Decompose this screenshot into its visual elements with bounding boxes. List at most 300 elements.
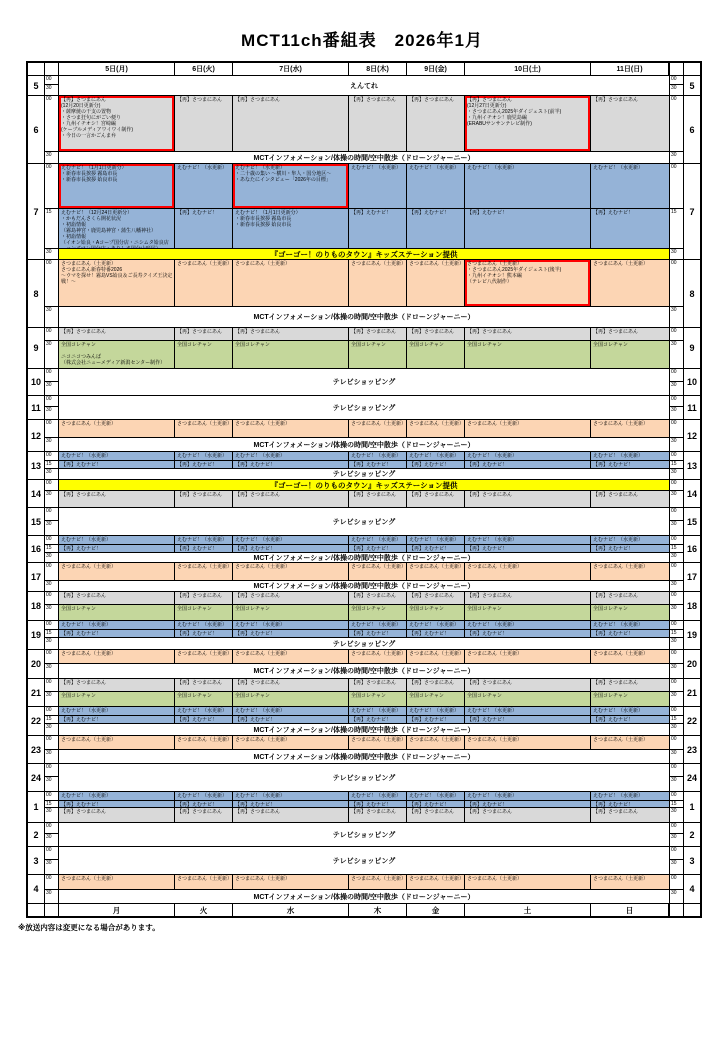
program-strip xyxy=(59,792,669,801)
hour-label: 9 xyxy=(683,328,700,368)
program-text-line: 【再】さつまにあん xyxy=(593,809,639,815)
row-content xyxy=(59,369,669,395)
program-band: 『ゴーゴー！のりものタウン』キッズステーション提供 xyxy=(59,249,669,259)
hour-label: 23 xyxy=(683,736,700,763)
hour-label: 19 xyxy=(683,621,700,649)
program-band: テレビショッピング xyxy=(59,847,669,874)
program-text-line: 【再】さつまにあん xyxy=(467,593,513,599)
hour-label: 16 xyxy=(683,536,700,562)
program-cell xyxy=(175,801,233,807)
program-text-line: 【再】さつまにあん xyxy=(61,492,107,498)
minute-column xyxy=(669,260,683,327)
program-strip xyxy=(59,563,669,581)
program-text-line: 【再】えむナビ！ xyxy=(61,717,102,723)
program-text-line: （霧島神宮・鹿児島神宮・蒲生八幡神社） xyxy=(61,228,157,234)
program-cell xyxy=(233,452,349,460)
day-footer: 金 xyxy=(407,904,465,916)
minute-column xyxy=(669,592,683,620)
program-text-line: （イオン姶良・Aコープ国分店・ニシムタ姶良店 xyxy=(61,240,169,246)
program-text-line: えむナビ！（水更新） xyxy=(235,453,286,459)
minute-column xyxy=(669,420,683,451)
program-strip xyxy=(59,801,669,808)
minute-column xyxy=(669,508,683,535)
program-cell xyxy=(407,621,465,629)
program-text-line: 【再】さつまにあん xyxy=(61,97,107,103)
program-text-line: 【再】えむナビ！ xyxy=(235,462,276,468)
minute-label: 00 xyxy=(45,96,58,152)
program-cell xyxy=(59,96,175,151)
day-footer: 日 xyxy=(591,904,669,916)
minute-label: 30 xyxy=(46,664,52,670)
minute-label: 00 xyxy=(45,764,58,777)
minute-label: 00 xyxy=(45,369,58,382)
program-text-line: さつまにあん（土更新） xyxy=(177,876,233,882)
corner-cell xyxy=(45,904,59,916)
program-text-line: さつまにあん（土更新） xyxy=(593,261,649,267)
program-text-line: 全国コレチャン xyxy=(177,693,212,699)
schedule-page xyxy=(0,26,724,1050)
minute-label: 15 xyxy=(45,716,58,724)
row-content xyxy=(59,508,669,535)
program-cell xyxy=(59,164,175,208)
program-cell xyxy=(59,801,175,807)
hour-label: 9 xyxy=(28,328,45,368)
corner-cell xyxy=(669,904,683,916)
program-cell xyxy=(349,209,407,248)
schedule-row-1 xyxy=(28,792,700,823)
program-cell xyxy=(59,808,175,822)
minute-label: 30 xyxy=(671,890,677,896)
program-cell xyxy=(407,875,465,889)
program-cell xyxy=(233,875,349,889)
program-text-line: ニコニコつみんば xyxy=(61,354,102,360)
row-content xyxy=(59,260,669,327)
program-cell xyxy=(59,650,175,663)
row-content xyxy=(59,823,669,846)
program-text-line: ・新春市長挨拶 霧島市長 xyxy=(61,171,118,177)
program-text-line: えむナビ！（水更新） xyxy=(593,708,644,714)
program-text-line: 【再】さつまにあん xyxy=(351,492,397,498)
minute-column xyxy=(669,76,683,95)
program-text-line: さつまにあん（土更新） xyxy=(467,737,523,743)
program-text-line: えむナビ！（水更新） xyxy=(61,537,112,543)
minute-label: 30 xyxy=(671,553,677,559)
schedule-row-6 xyxy=(28,96,700,164)
program-cell xyxy=(465,209,591,248)
program-cell xyxy=(591,621,669,629)
row-content xyxy=(59,707,669,735)
hour-label: 15 xyxy=(683,508,700,535)
minute-label: 00 xyxy=(45,736,58,750)
program-cell xyxy=(349,875,407,889)
minute-column xyxy=(669,369,683,395)
minute-label: 00 xyxy=(670,396,683,407)
minute-column xyxy=(45,260,59,327)
program-cell xyxy=(59,716,175,723)
program-text-line: さつまにあん（土更新） xyxy=(593,651,649,657)
program-cell xyxy=(233,260,349,306)
program-text-line: 【再】さつまにあん xyxy=(467,809,513,815)
program-text-line: さつまにあん（土更新） xyxy=(235,261,291,267)
day-footer: 月 xyxy=(59,904,175,916)
schedule-row-8 xyxy=(28,260,700,328)
schedule-row-12 xyxy=(28,420,700,452)
program-text-line: 全国コレチャン xyxy=(351,693,386,699)
program-band: MCTインフォメーション/体操の時間/空中散歩（ドローンジャーニー） xyxy=(59,438,669,451)
program-text-line: えむナビ！（水更新） xyxy=(235,622,286,628)
minute-column xyxy=(45,536,59,562)
program-text-line: 【再】えむナビ！ xyxy=(235,717,276,723)
corner-cell xyxy=(683,63,700,75)
minute-column xyxy=(45,563,59,591)
program-cell xyxy=(175,491,233,507)
program-cell xyxy=(175,536,233,544)
program-cell xyxy=(175,328,233,340)
program-text-line: 【再】さつまにあん xyxy=(177,809,223,815)
program-cell xyxy=(59,452,175,460)
minute-label: 00 xyxy=(45,508,58,521)
row-content xyxy=(59,592,669,620)
program-strip xyxy=(59,341,669,368)
minute-column xyxy=(669,847,683,874)
program-cell xyxy=(175,679,233,691)
minute-label: 00 xyxy=(45,563,58,581)
program-band: えんてれ xyxy=(59,76,669,95)
day-footer: 水 xyxy=(233,904,349,916)
program-strip xyxy=(59,452,669,461)
program-cell xyxy=(349,545,407,552)
program-text-line: 【再】さつまにあん xyxy=(467,680,513,686)
program-band: テレビショッピング xyxy=(59,508,669,535)
minute-column xyxy=(669,792,683,822)
schedule-row-11 xyxy=(28,396,700,420)
minute-label: 30 xyxy=(671,407,677,413)
minute-column xyxy=(45,621,59,649)
hour-label: 3 xyxy=(683,847,700,874)
minute-label: 30 xyxy=(46,808,52,814)
minute-label: 30 xyxy=(46,469,52,475)
program-text-line: 【再】えむナビ！ xyxy=(409,210,450,216)
minute-label: 30 xyxy=(46,777,52,783)
program-strip xyxy=(59,328,669,341)
program-cell xyxy=(59,792,175,800)
hour-label: 15 xyxy=(28,508,45,535)
minute-label: 00 xyxy=(45,592,58,605)
program-strip xyxy=(59,707,669,716)
program-cell xyxy=(349,707,407,715)
program-text-line: 【再】えむナビ！ xyxy=(61,631,102,637)
program-cell xyxy=(59,328,175,340)
program-text-line: えむナビ！（水更新） xyxy=(593,453,644,459)
day-header: 10日(土) xyxy=(465,63,591,75)
minute-label: 00 xyxy=(45,875,58,890)
program-cell xyxy=(591,536,669,544)
row-content xyxy=(59,650,669,678)
program-text-line: 【再】えむナビ！ xyxy=(351,631,392,637)
program-text-line: 全国コレチャン xyxy=(235,342,270,348)
program-text-line: さつまにあん（土更新） xyxy=(235,651,291,657)
program-text-line: 全国コレチャン xyxy=(177,342,212,348)
row-content xyxy=(59,536,669,562)
program-cell xyxy=(233,536,349,544)
program-cell xyxy=(465,96,591,151)
schedule-row-18 xyxy=(28,592,700,621)
program-text-line: 全国コレチャン xyxy=(593,606,628,612)
minute-label: 30 xyxy=(46,521,52,527)
program-text-line: 【再】さつまにあん xyxy=(235,809,281,815)
program-text-line: 【再】えむナビ！ xyxy=(177,631,218,637)
program-cell xyxy=(59,209,175,248)
program-cell xyxy=(591,692,669,706)
program-text-line: さつまにあん（土更新） xyxy=(61,261,117,267)
program-text-line: えむナビ！（1月1日更新分） xyxy=(61,165,127,171)
minute-label: 30 xyxy=(46,724,52,730)
program-text-line: 【再】さつまにあん xyxy=(593,97,639,103)
schedule-row-3 xyxy=(28,847,700,875)
schedule-row-13 xyxy=(28,452,700,480)
minute-column xyxy=(45,96,59,163)
program-text-line: 全国コレチャン xyxy=(61,693,96,699)
program-text-line: ・二十歳の集い ～横川・隼人・国分地区～ xyxy=(235,171,332,177)
program-cell xyxy=(233,164,349,208)
minute-column xyxy=(669,650,683,678)
minute-label: 30 xyxy=(46,491,52,497)
minute-label: 00 xyxy=(670,563,683,581)
program-cell xyxy=(407,792,465,800)
schedule-row-4 xyxy=(28,875,700,904)
hour-label: 5 xyxy=(28,76,45,95)
page-title: MCT11ch番組表 2026年1月 xyxy=(241,31,483,50)
hour-label: 14 xyxy=(683,480,700,507)
minute-column xyxy=(45,875,59,903)
hour-label: 18 xyxy=(683,592,700,620)
row-content xyxy=(59,96,669,163)
program-text-line: えむナビ！（水更新） xyxy=(593,165,644,171)
minute-label: 30 xyxy=(671,521,677,527)
program-text-line: 【再】えむナビ！ xyxy=(593,546,634,552)
program-cell xyxy=(233,341,349,368)
program-cell xyxy=(407,692,465,706)
program-cell xyxy=(233,650,349,663)
program-text-line: 【再】えむナビ！ xyxy=(351,462,392,468)
program-strip xyxy=(59,650,669,664)
program-cell xyxy=(233,679,349,691)
hour-label: 2 xyxy=(28,823,45,846)
schedule-table xyxy=(26,61,702,918)
program-cell xyxy=(465,792,591,800)
program-cell xyxy=(349,96,407,151)
program-text-line: えむナビ！（水更新） xyxy=(467,165,518,171)
program-text-line: えむナビ！（12月24日更新分） xyxy=(61,210,133,216)
program-text-line: 【再】えむナビ！ xyxy=(409,462,450,468)
program-text-line: 【再】さつまにあん xyxy=(593,680,639,686)
row-content xyxy=(59,396,669,419)
program-cell xyxy=(407,801,465,807)
program-cell xyxy=(175,605,233,620)
program-cell xyxy=(59,875,175,889)
program-strip xyxy=(59,592,669,605)
program-cell xyxy=(465,536,591,544)
schedule-row-16 xyxy=(28,536,700,563)
row-content xyxy=(59,792,669,822)
hour-label: 14 xyxy=(28,480,45,507)
program-cell xyxy=(59,536,175,544)
hour-label: 6 xyxy=(683,96,700,163)
minute-label: 15 xyxy=(45,545,58,553)
hour-label: 13 xyxy=(28,452,45,479)
program-cell xyxy=(59,736,175,749)
hour-label: 17 xyxy=(28,563,45,591)
program-text-line: ・九州イチオシ！熊本編 xyxy=(467,273,522,279)
row-content xyxy=(59,764,669,791)
program-text-line: えむナビ！（水更新） xyxy=(409,622,460,628)
program-text-line: さつまにあん（土更新） xyxy=(61,564,117,570)
program-cell xyxy=(349,563,407,580)
program-text-line: 【再】えむナビ！ xyxy=(351,546,392,552)
program-cell xyxy=(349,679,407,691)
program-text-line: 【再】えむナビ！ xyxy=(409,546,450,552)
program-cell xyxy=(349,801,407,807)
minute-label: 15 xyxy=(45,801,58,808)
program-cell xyxy=(591,736,669,749)
program-text-line: ・さつまにあん2025年ダイジェスト(前半) xyxy=(467,109,562,115)
program-text-line: 【再】えむナビ！ xyxy=(61,802,102,808)
program-text-line: えむナビ！（水更新） xyxy=(61,793,112,799)
program-cell xyxy=(591,461,669,468)
program-cell xyxy=(175,96,233,151)
program-text-line: さつまにあん（土更新） xyxy=(61,737,117,743)
program-cell xyxy=(591,808,669,822)
minute-label: 00 xyxy=(670,764,683,777)
program-text-line: えむナビ！（水更新） xyxy=(177,793,228,799)
program-text-line: 【再】さつまにあん xyxy=(351,97,397,103)
program-cell xyxy=(465,808,591,822)
program-text-line: 【再】さつまにあん xyxy=(409,97,455,103)
program-text-line: えむナビ！（水更新） xyxy=(409,708,460,714)
footnote: ※放送内容は変更になる場合があります。 xyxy=(18,923,160,932)
program-text-line: さつまにあん（土更新） xyxy=(351,421,407,427)
program-cell xyxy=(233,801,349,807)
minute-column xyxy=(45,76,59,95)
program-strip xyxy=(59,260,669,307)
program-text-line: さつまにあん（土更新） xyxy=(177,651,233,657)
minute-label: 00 xyxy=(670,847,683,860)
schedule-row-23 xyxy=(28,736,700,764)
program-cell xyxy=(175,420,233,437)
minute-label: 30 xyxy=(671,152,677,158)
program-cell xyxy=(407,96,465,151)
program-cell xyxy=(233,592,349,604)
minute-label: 00 xyxy=(670,823,683,834)
hour-label: 11 xyxy=(683,396,700,419)
program-text-line: さつまにあん（土更新） xyxy=(593,876,649,882)
minute-label: 00 xyxy=(670,452,683,461)
program-text-line: さつまにあん（土更新） xyxy=(61,876,117,882)
hour-label: 24 xyxy=(683,764,700,791)
program-text-line: ・さつま狂句にがごい便り xyxy=(61,115,122,121)
minute-label: 30 xyxy=(46,249,52,255)
hour-label: 6 xyxy=(28,96,45,163)
program-cell xyxy=(349,650,407,663)
program-text-line: 【再】えむナビ！ xyxy=(593,462,634,468)
program-text-line: 【再】さつまにあん xyxy=(351,680,397,686)
row-content xyxy=(59,328,669,368)
program-cell xyxy=(407,536,465,544)
minute-label: 30 xyxy=(46,382,52,388)
minute-label: 30 xyxy=(46,834,52,840)
program-text-line: 【再】さつまにあん xyxy=(235,680,281,686)
program-cell xyxy=(591,164,669,208)
minute-label: 00 xyxy=(670,792,683,801)
schedule-row-21 xyxy=(28,679,700,707)
program-cell xyxy=(59,563,175,580)
program-text-line: えむナビ！（水更新） xyxy=(467,708,518,714)
program-cell xyxy=(407,563,465,580)
day-header: 11日(日) xyxy=(591,63,669,75)
corner-cell xyxy=(669,63,683,75)
program-text-line: えむナビ！（水更新） xyxy=(467,793,518,799)
row-content xyxy=(59,480,669,507)
program-cell xyxy=(465,461,591,468)
minute-label: 00 xyxy=(670,260,683,307)
program-text-line: さつまにあん（土更新） xyxy=(593,564,649,570)
program-cell xyxy=(59,630,175,637)
program-strip xyxy=(59,420,669,438)
program-text-line: 【再】さつまにあん xyxy=(61,593,107,599)
minute-label: 30 xyxy=(671,834,677,840)
schedule-row-7 xyxy=(28,164,700,260)
schedule-row-19 xyxy=(28,621,700,650)
program-text-line: えむナビ！（水更新） xyxy=(177,165,228,171)
program-text-line: 【再】えむナビ！ xyxy=(235,546,276,552)
row-content xyxy=(59,420,669,451)
program-text-line: えむナビ！（水更新） xyxy=(177,537,228,543)
program-text-line: 全国コレチャン xyxy=(351,342,386,348)
program-cell xyxy=(175,621,233,629)
schedule-row-14 xyxy=(28,480,700,508)
day-header: 5日(月) xyxy=(59,63,175,75)
program-text-line: 全国コレチャン xyxy=(61,606,96,612)
hour-label: 20 xyxy=(683,650,700,678)
minute-label: 00 xyxy=(670,707,683,716)
program-text-line: 【再】えむナビ！ xyxy=(351,210,392,216)
minute-column xyxy=(45,707,59,735)
program-text-line: 全国コレチャン xyxy=(351,606,386,612)
program-strip xyxy=(59,875,669,890)
program-cell xyxy=(349,716,407,723)
minute-column xyxy=(45,328,59,368)
program-cell xyxy=(349,536,407,544)
hour-label: 8 xyxy=(683,260,700,327)
program-text-line: 【再】えむナビ！ xyxy=(593,717,634,723)
program-text-line: 全国コレチャン xyxy=(409,342,444,348)
program-text-line: 【再】さつまにあん xyxy=(409,329,455,335)
program-cell xyxy=(233,630,349,637)
program-text-line: さつまにあん（土更新） xyxy=(409,261,465,267)
program-cell xyxy=(233,792,349,800)
program-text-line: 【再】さつまにあん xyxy=(235,492,281,498)
minute-column xyxy=(45,420,59,451)
program-text-line: えむナビ！（水更新） xyxy=(351,537,402,543)
program-cell xyxy=(465,630,591,637)
hour-label: 10 xyxy=(683,369,700,395)
program-cell xyxy=(465,164,591,208)
hour-label: 16 xyxy=(28,536,45,562)
program-cell xyxy=(591,491,669,507)
program-text-line: 【再】さつまにあん xyxy=(235,329,281,335)
program-cell xyxy=(233,96,349,151)
program-text-line: 【再】さつまにあん xyxy=(593,329,639,335)
